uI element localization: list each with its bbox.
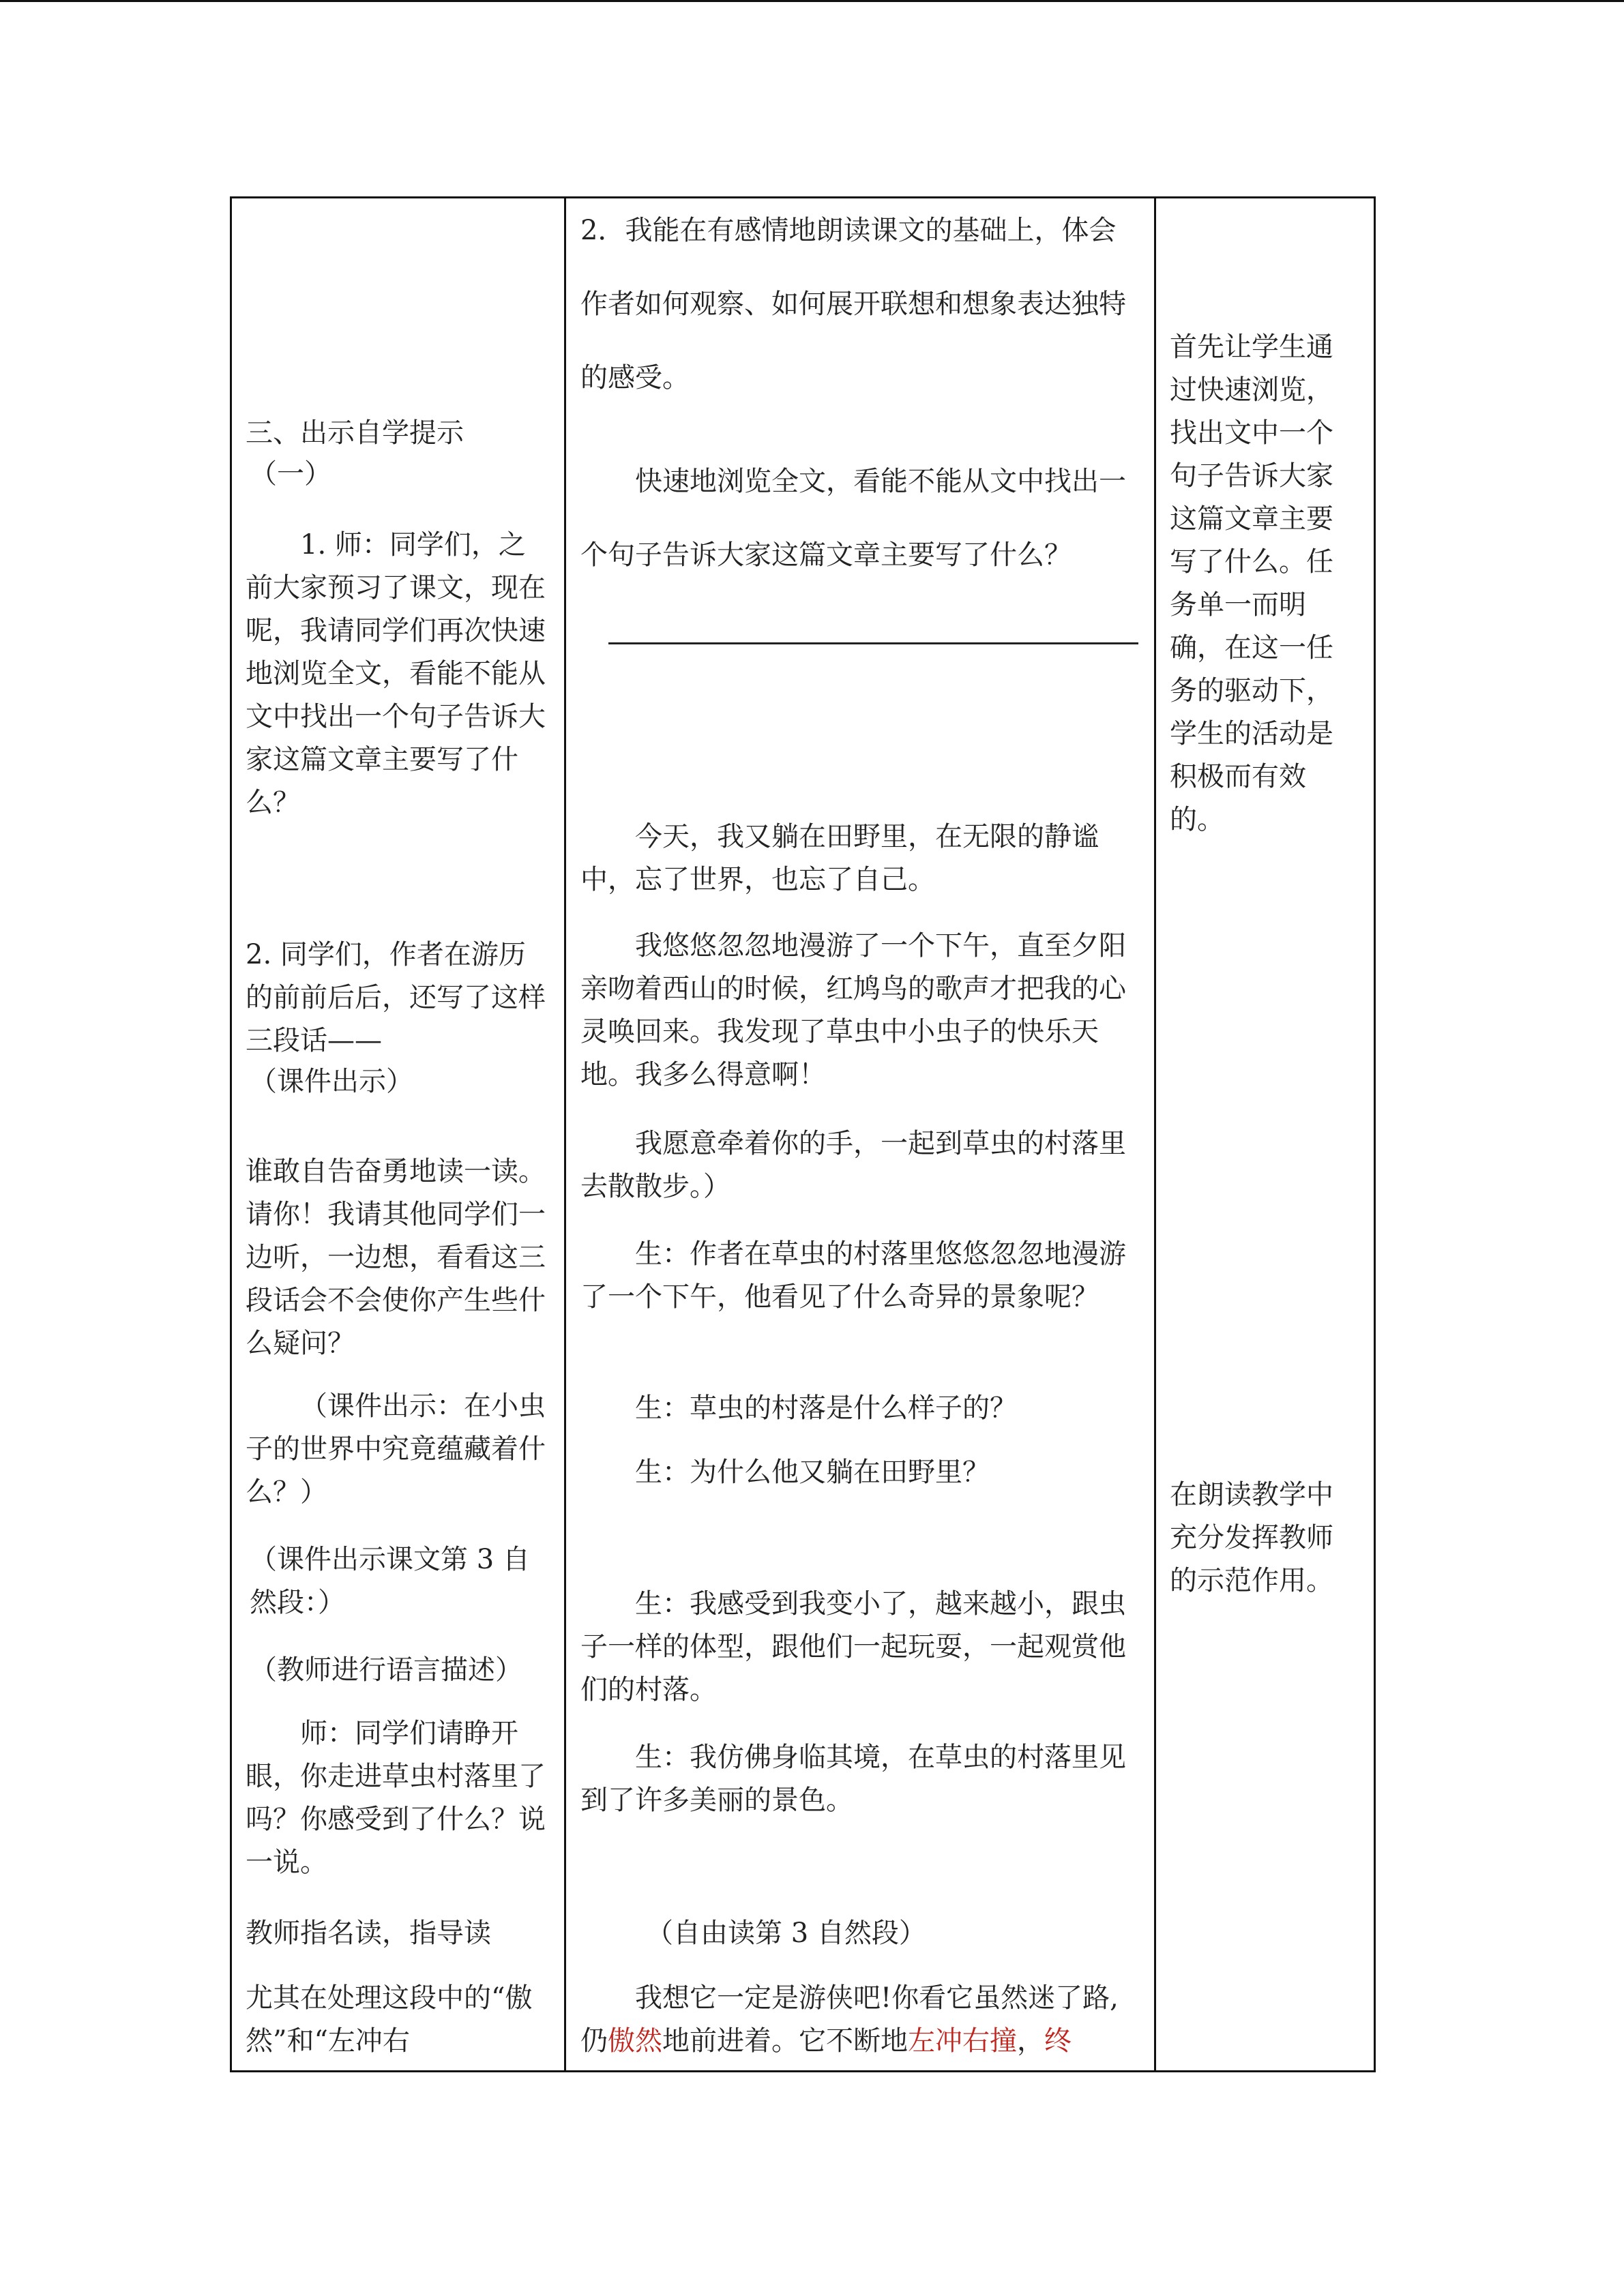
- prompt-8: 教师指名读，指导读: [246, 1918, 491, 1949]
- free-reading-note: （自由读第 3 自然段）: [646, 1918, 926, 1949]
- reading-task: 快速地浏览全文，看能不能从文中找出一个句子告诉大家这篇文章主要写了什么？: [580, 466, 1126, 571]
- table-bottom-border: [230, 2070, 1376, 2072]
- excerpt-highlight-1: 傲然: [608, 2025, 662, 2057]
- student-answer-5: 生：我仿佛身临其境，在草虫的村落里见到了许多美丽的景色。: [580, 1742, 1126, 1816]
- excerpt-highlight-2: 左冲右撞: [908, 2025, 1017, 2057]
- student-answer-3: 生：为什么他又躺在田野里？: [635, 1457, 990, 1488]
- student-answer-4: 生：我感受到我变小了，越来越小，跟虫子一样的体型，跟他们一起玩耍，一起观赏他们的村落。: [580, 1588, 1126, 1705]
- excerpt-highlight-3: 终: [1044, 2025, 1072, 2057]
- prompt-9: 尤其在处理这段中的“傲然”和“左冲右: [246, 1982, 533, 2057]
- quote-2: 我悠悠忽忽地漫游了一个下午，直至夕阳亲吻着西山的时候，红鸠鸟的歌声才把我的心灵唤回来。我发现了草虫中小虫子的快乐天地。我多么得意啊！: [580, 930, 1126, 1090]
- section-title: 三、出示自学提示: [246, 417, 464, 449]
- student-answer-2: 生：草虫的村落是什么样子的？: [635, 1392, 1017, 1424]
- prompt-4: （课件出示：在小虫子的世界中究竟蕴藏着什么？）: [246, 1390, 546, 1508]
- excerpt-text-a: 我想它一定是游侠吧!你看它虽然迷了路,仍: [580, 1982, 1119, 2057]
- prompt-5: （课件出示课文第 3 自然段：）: [250, 1544, 530, 1618]
- prompt-1: 1. 师：同学们，之前大家预习了课文，现在呢，我请同学们再次快速地浏览全文，看能不能从文中找出一个句子告诉大家这篇文章主要写了什么？: [246, 529, 546, 818]
- section-subtitle: （一）: [250, 458, 331, 490]
- table-right-border: [1374, 196, 1376, 2072]
- excerpt-text-b: 地前进着。它不断地: [662, 2025, 908, 2057]
- prompt-2-note: （课件出示）: [250, 1066, 413, 1097]
- design-note-2: 在朗读教学中充分发挥教师的示范作用。: [1170, 1479, 1333, 1596]
- learning-goal: 2．我能在有感情地朗读课文的基础上，体会作者如何观察、如何展开联想和想象表达独特的感受。: [580, 215, 1126, 393]
- table-divider-2: [1154, 196, 1156, 2072]
- prompt-2: 2. 同学们，作者在游历的前前后后，还写了这样三段话——: [246, 939, 546, 1056]
- prompt-3: 谁敢自告奋勇地读一读。请你！我请其他同学们一边听，一边想，看看这三段话会不会使你产生些什么疑问？: [246, 1156, 546, 1359]
- page-top-border: [0, 0, 1624, 2]
- paragraph-3-excerpt: [580, 1977, 1140, 2063]
- quote-1: 今天，我又躺在田野里，在无限的静谧中，忘了世界，也忘了自己。: [580, 821, 1099, 895]
- quote-3: 我愿意牵着你的手，一起到草虫的村落里去散散步。）: [580, 1128, 1126, 1202]
- prompt-7: 师：同学们请睁开眼，你走进草虫村落里了吗？你感受到了什么？说一说。: [246, 1718, 546, 1878]
- student-answer-1: 生：作者在草虫的村落里悠悠忽忽地漫游了一个下午，他看见了什么奇异的景象呢？: [580, 1238, 1126, 1313]
- design-note-1: 首先让学生通过快速浏览，找出文中一个句子告诉大家这篇文章主要写了什么。任务单一而明确，在这一任务的驱动下，学生的活动是积极而有效的。: [1170, 331, 1333, 835]
- excerpt-text-c: ，: [1017, 2025, 1044, 2057]
- table-divider-1: [564, 196, 566, 2072]
- answer-blank-line: [608, 642, 1138, 644]
- table-left-border: [230, 196, 232, 2072]
- prompt-6: （教师进行语言描述）: [250, 1654, 522, 1686]
